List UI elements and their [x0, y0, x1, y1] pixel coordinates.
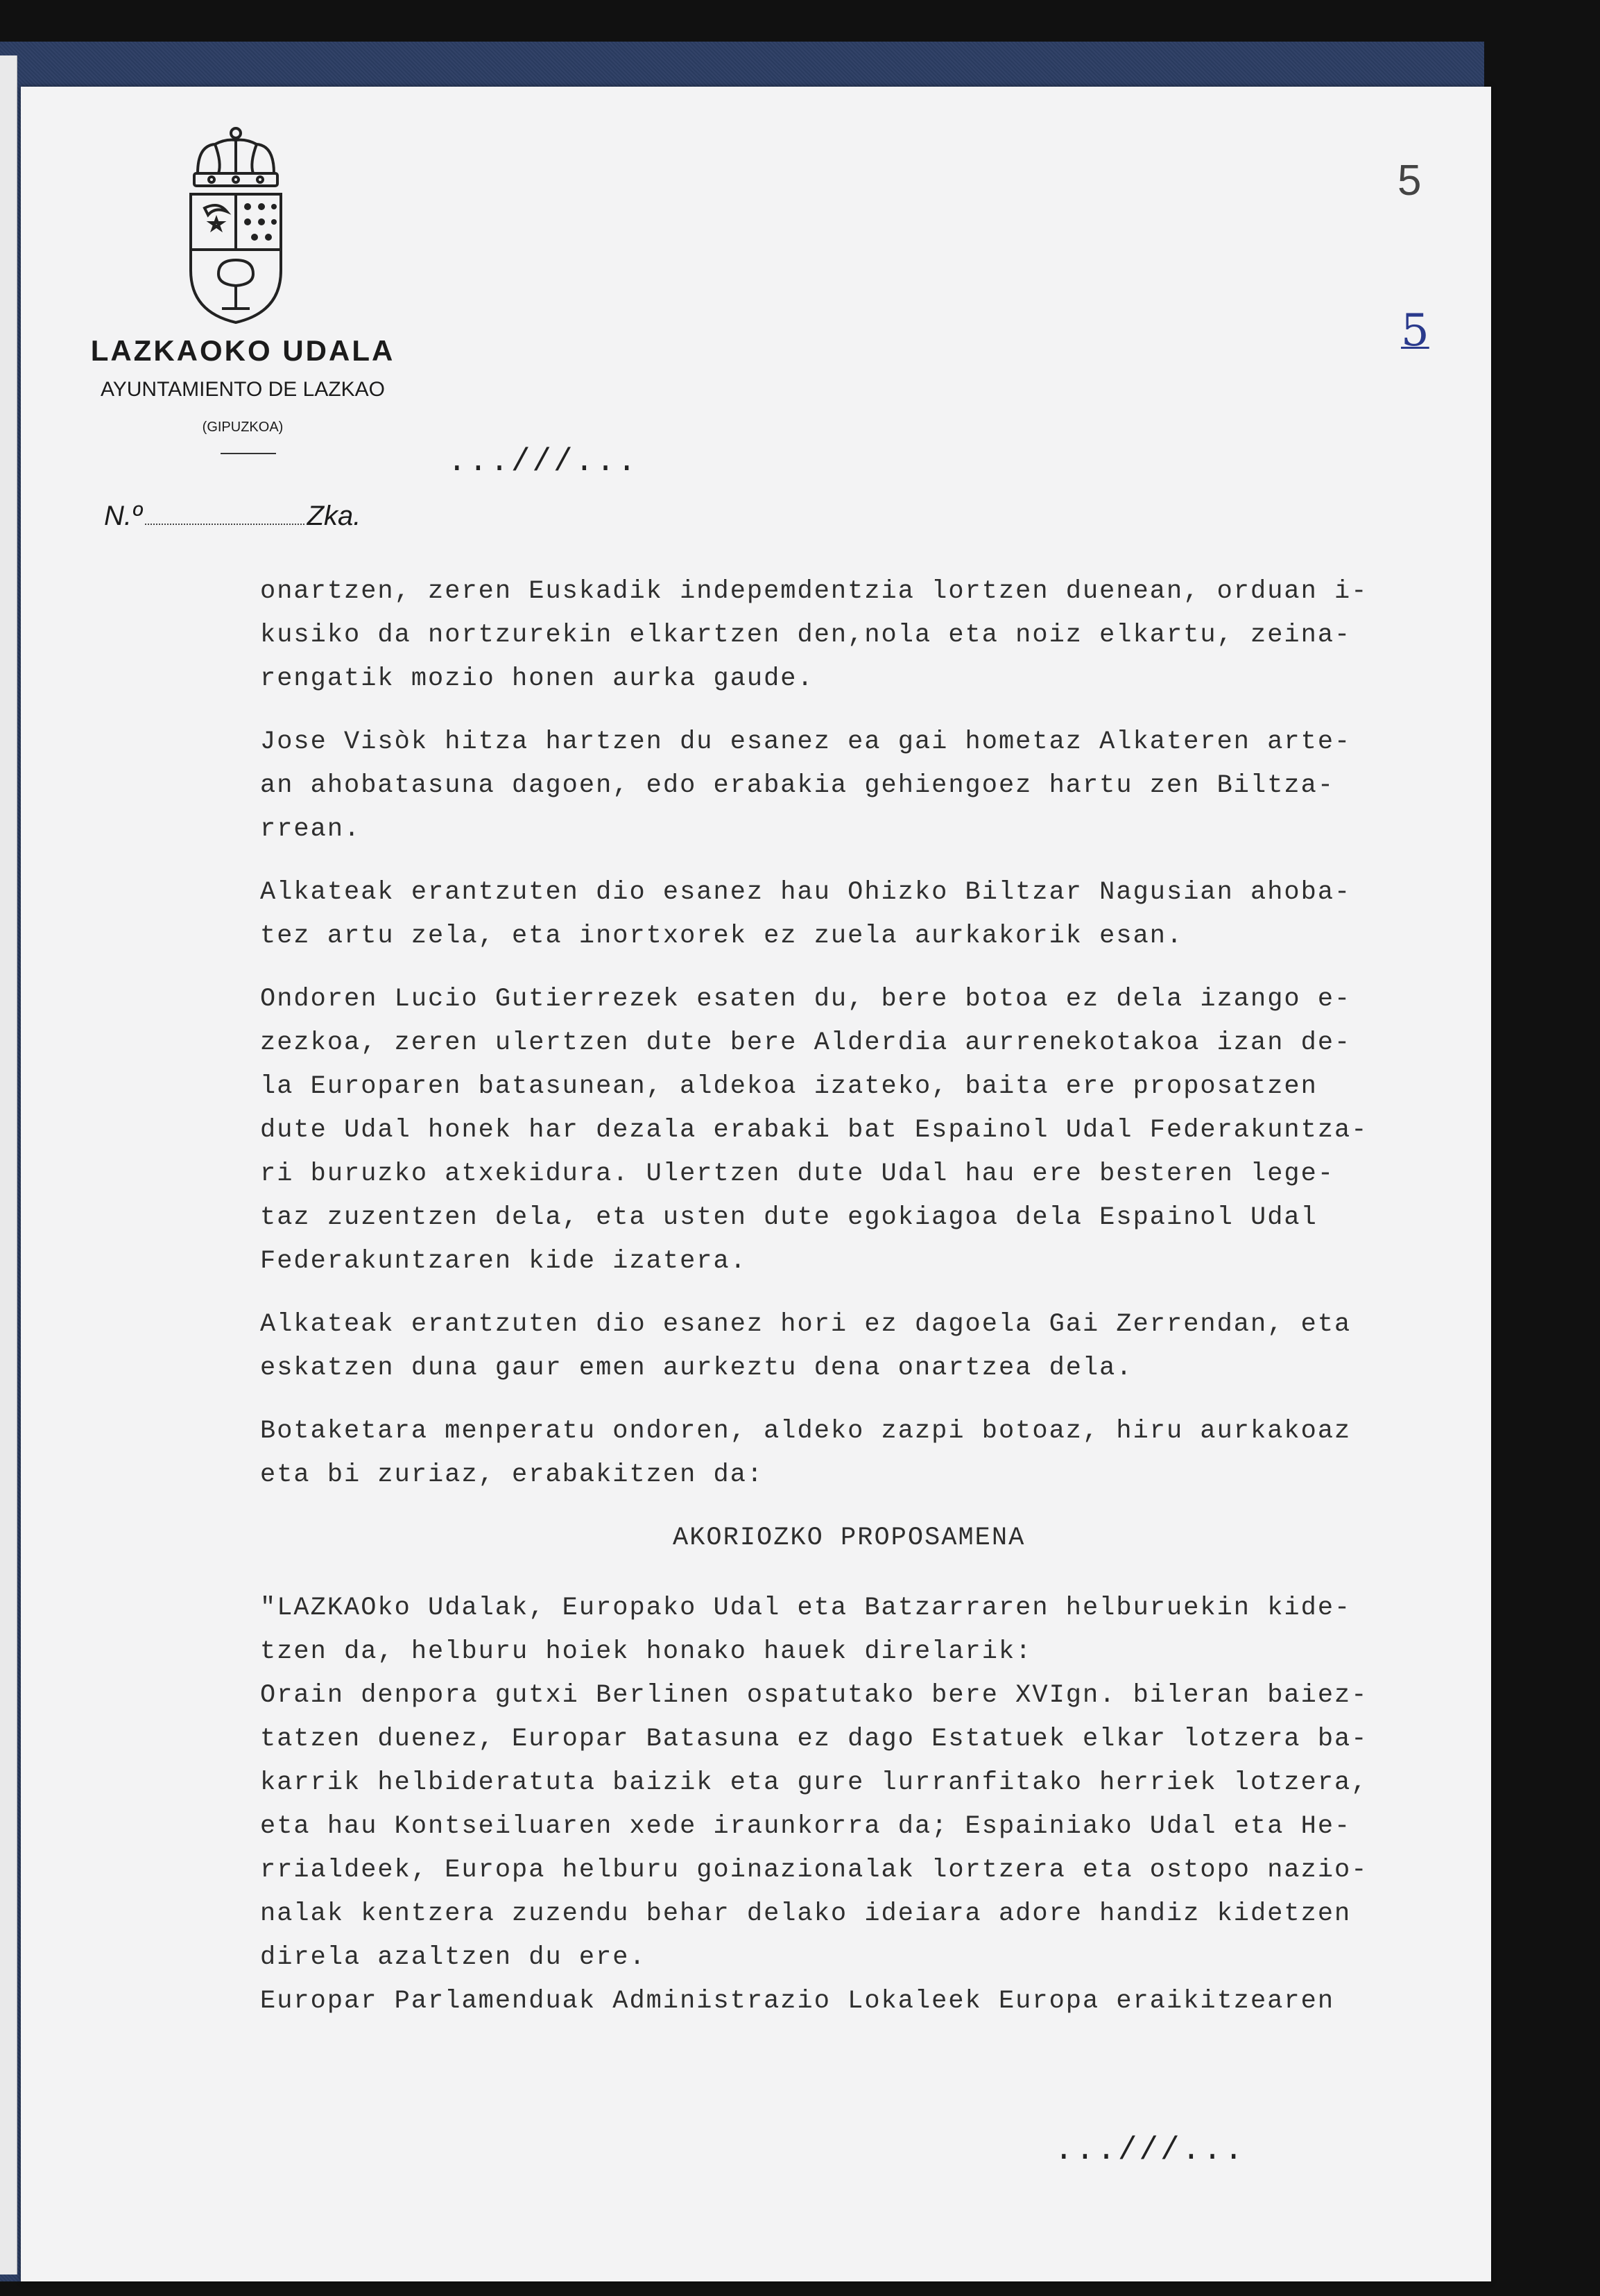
divider	[221, 453, 276, 454]
text-line: "LAZKAOko Udalak, Europako Udal eta Batzarraren helburuekin kide-	[260, 1594, 1352, 1623]
text-line: onartzen, zeren Euskadik indepemdentzia lortzen duenean, orduan i-	[260, 577, 1368, 606]
section-heading: AKORIOZKO PROPOSAMENA	[673, 1524, 1026, 1553]
paragraph-4	[260, 978, 1508, 1284]
organization-subtitle: AYUNTAMIENTO DE LAZKAO	[100, 378, 386, 401]
text-line: tez artu zela, eta inortxorek ez zuela aurkakorik esan.	[260, 922, 1184, 951]
text-line: direla azaltzen du ere.	[260, 1943, 646, 1972]
paragraph-2	[260, 720, 1508, 852]
paragraph-1	[260, 570, 1508, 701]
document-body	[260, 570, 1508, 2023]
reference-number-line	[104, 501, 361, 532]
text-line: nalak kentzera zuzendu behar delako ideiara adore handiz kidetzen	[260, 1899, 1352, 1928]
number-blank	[145, 503, 304, 525]
text-line: Alkateak erantzuten dio esanez hori ez dagoela Gai Zerrendan, eta	[260, 1310, 1352, 1339]
text-line: dute Udal honek har dezala erabaki bat Espainol Udal Federakuntza-	[260, 1116, 1368, 1145]
text-line: eta hau Kontseiluaren xede iraunkorra da; Espainiako Udal eta He-	[260, 1812, 1352, 1841]
text-line: rengatik mozio honen aurka gaude.	[260, 664, 814, 693]
text-line: karrik helbideratuta baizik eta gure lurranfitako herriek lotzera,	[260, 1768, 1368, 1797]
text-line: eta bi zuriaz, erabakitzen da:	[260, 1460, 764, 1490]
text-line: Federakuntzaren kide izatera.	[260, 1247, 747, 1276]
text-line: Europar Parlamenduak Administrazio Lokaleek Europa eraikitzearen	[260, 1987, 1335, 2016]
text-line: eskatzen duna gaur emen aurkeztu dena onartzea dela.	[260, 1354, 1133, 1383]
number-suffix: Zka.	[307, 501, 361, 531]
paragraph-6	[260, 1410, 1508, 1497]
page-number: 5	[1397, 157, 1422, 205]
text-line: Orain denpora gutxi Berlinen ospatutako bere XVIgn. bileran baiez-	[260, 1681, 1368, 1710]
coat-of-arms-icon	[184, 125, 288, 326]
paragraph-5	[260, 1303, 1508, 1390]
continuation-mark-bottom: ...///...	[1054, 2132, 1246, 2168]
text-line: rrean.	[260, 815, 361, 844]
text-line: rrialdeek, Europa helburu goinazionalak lortzera eta ostopo nazio-	[260, 1856, 1368, 1885]
text-line: Botaketara menperatu ondoren, aldeko zazpi botoaz, hiru aurkakoaz	[260, 1417, 1352, 1446]
paragraph-3	[260, 871, 1508, 958]
text-line: tzen da, helburu hoiek honako hauek direlarik:	[260, 1637, 1033, 1666]
organization-province: (GIPUZKOA)	[202, 420, 284, 435]
text-line: Jose Visòk hitza hartzen du esanez ea gai hometaz Alkateren arte-	[260, 727, 1352, 757]
text-line: Alkateak erantzuten dio esanez hau Ohizko Biltzar Nagusian ahoba-	[260, 878, 1352, 907]
facing-page-edge	[0, 55, 17, 2275]
text-line: ri buruzko atxekidura. Ulertzen dute Udal hau ere besteren lege-	[260, 1159, 1335, 1189]
organization-name: LAZKAOKO UDALA	[90, 334, 395, 367]
number-prefix: N.º	[104, 501, 142, 531]
text-line: an ahobatasuna dagoen, edo erabakia gehiengoez hartu zen Biltza-	[260, 771, 1335, 800]
text-line: taz zuzentzen dela, eta usten dute egokiagoa dela Espainol Udal	[260, 1203, 1318, 1232]
continuation-mark-top: ...///...	[447, 444, 639, 480]
text-line: la Europaren batasunean, aldekoa izateko, baita ere proposatzen	[260, 1072, 1318, 1101]
text-line: tatzen duenez, Europar Batasuna ez dago Estatuek elkar lotzera ba-	[260, 1725, 1368, 1754]
handwritten-page-number: 5	[1401, 305, 1429, 356]
resolution-paragraph	[260, 1587, 1508, 2023]
text-line: zezkoa, zeren ulertzen dute bere Alderdia aurrenekotakoa izan de-	[260, 1028, 1352, 1058]
text-line: kusiko da nortzurekin elkartzen den,nola eta noiz elkartu, zeina-	[260, 621, 1352, 650]
text-line: Ondoren Lucio Gutierrezek esaten du, bere botoa ez dela izango e-	[260, 985, 1352, 1014]
